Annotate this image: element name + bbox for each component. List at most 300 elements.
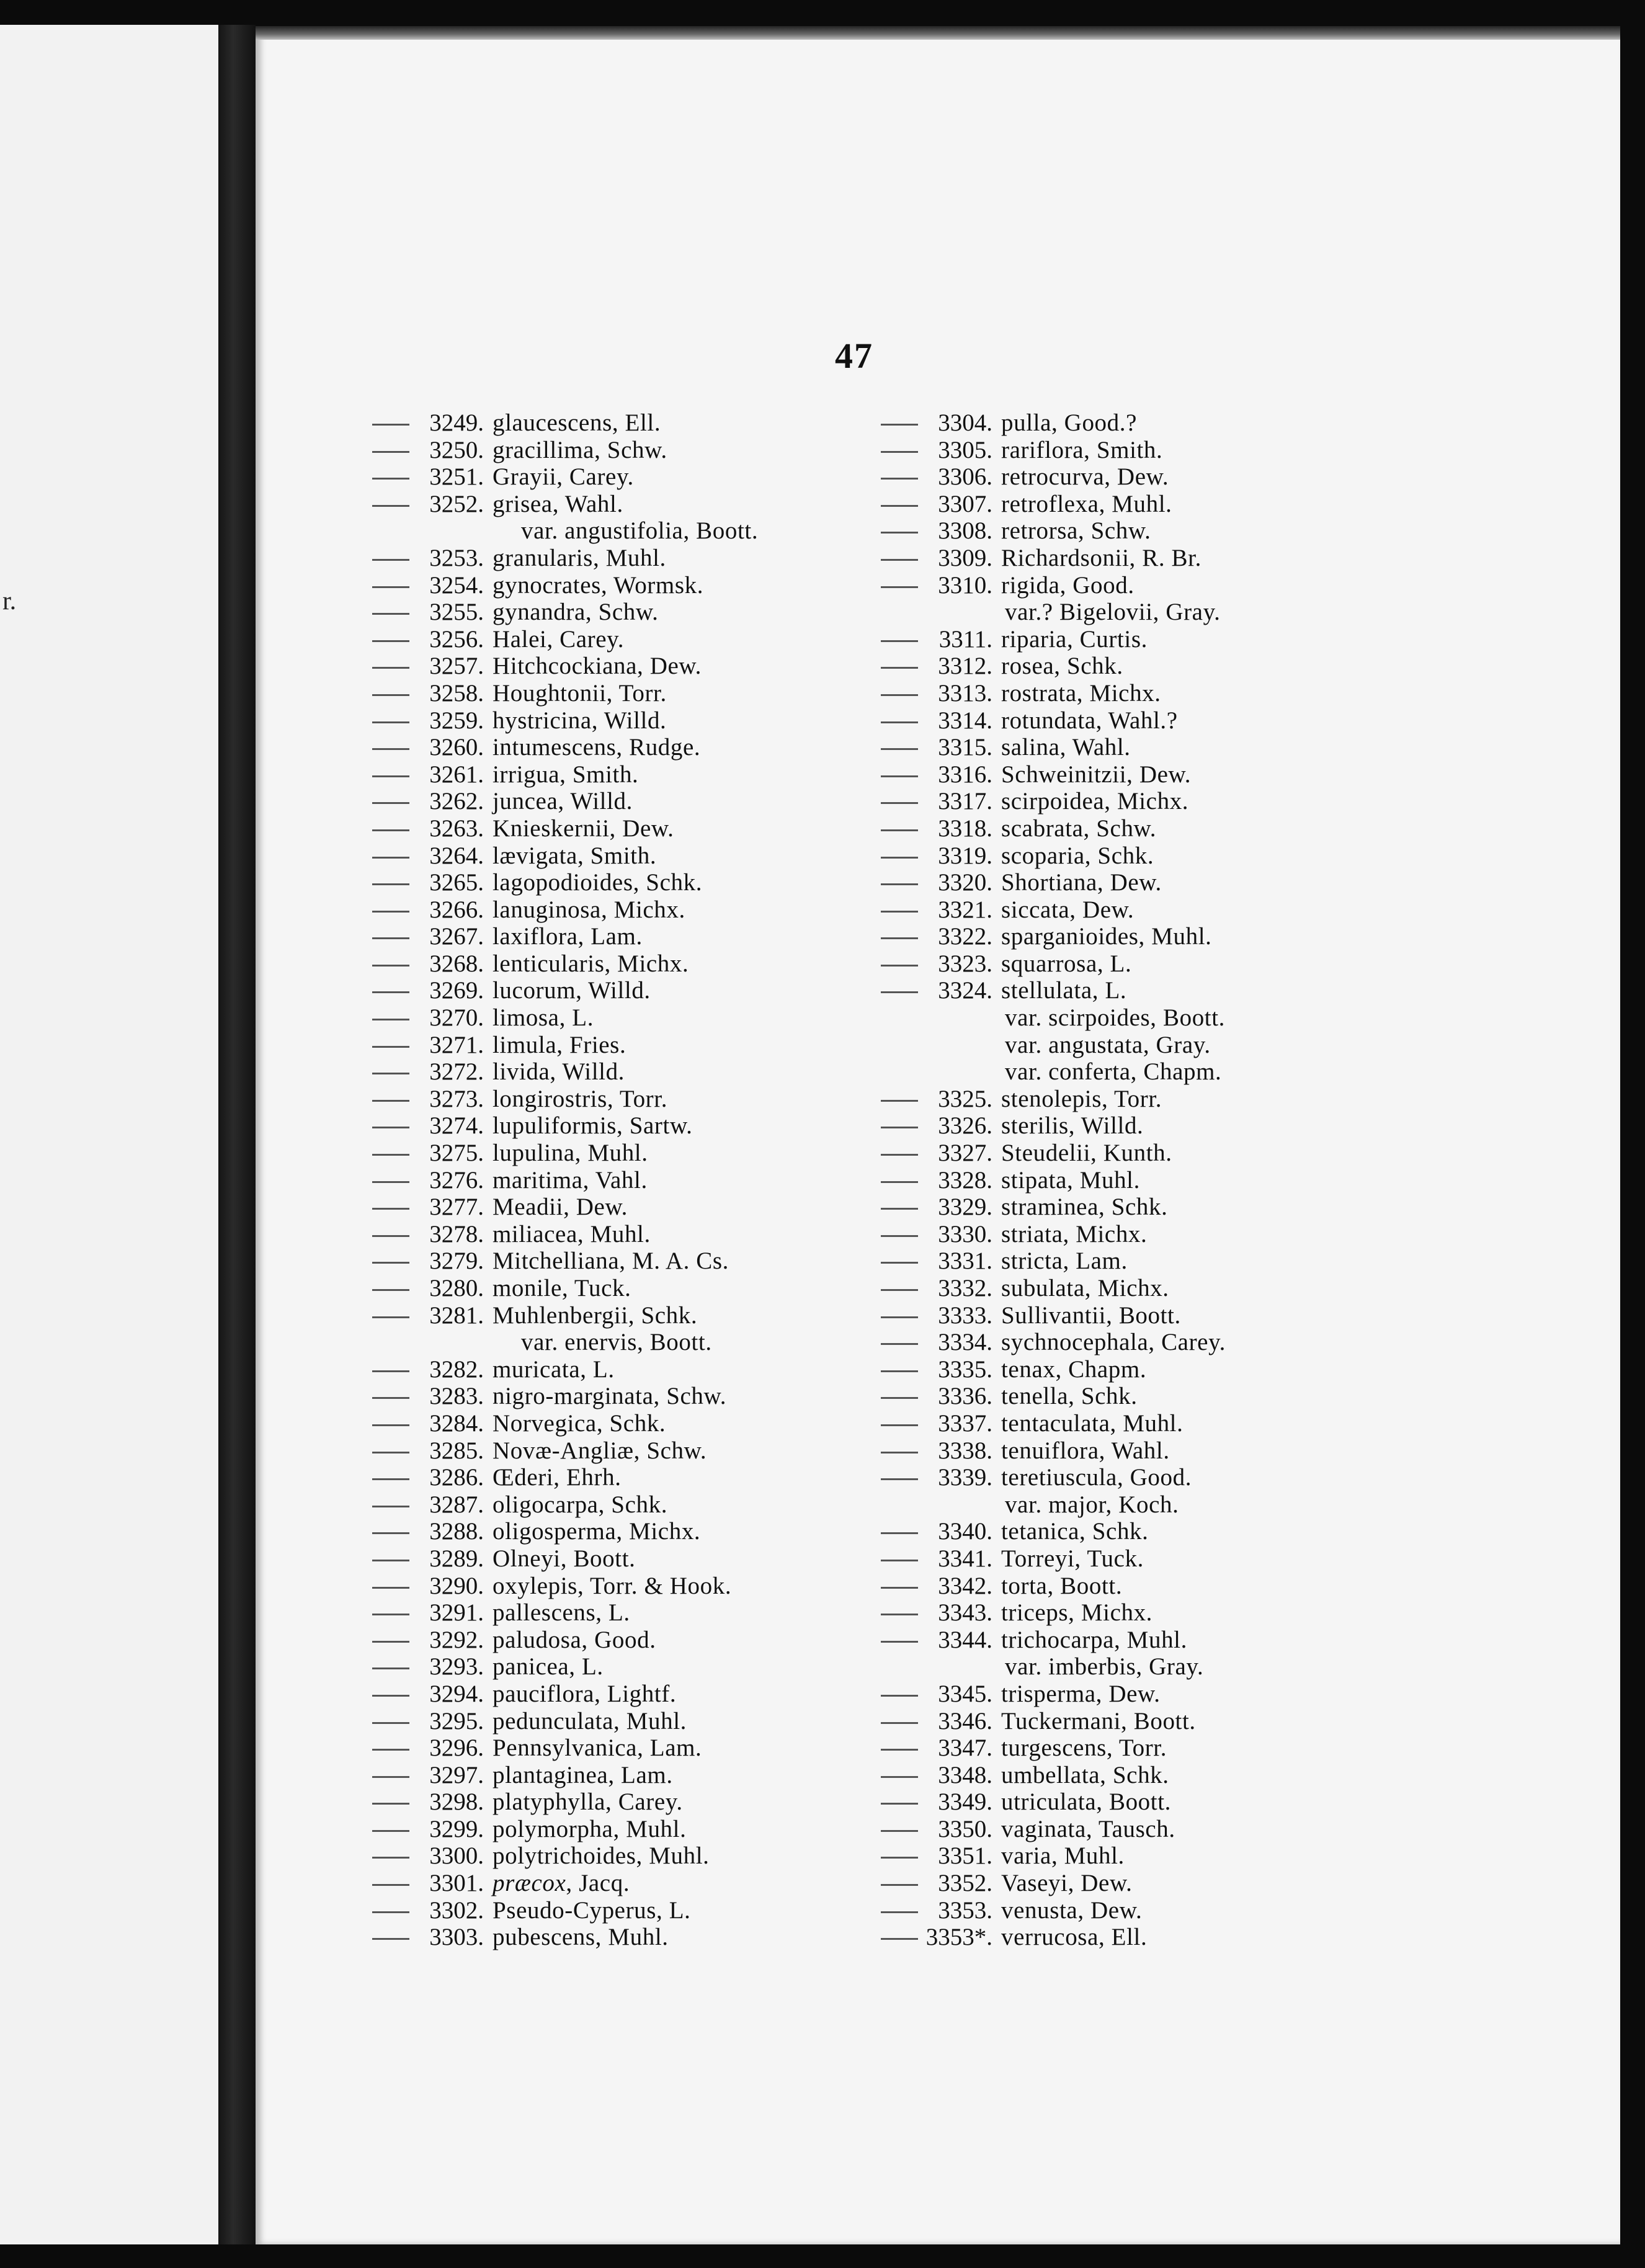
entry-number: 3297. <box>429 1761 484 1788</box>
entry-name: striata, Michx. <box>1001 1220 1148 1248</box>
entry-name: lupuliformis, Sartw. <box>493 1112 693 1140</box>
check-mark-dash <box>881 1100 918 1102</box>
species-entry <box>372 1383 758 1410</box>
check-mark-dash <box>372 451 409 453</box>
entry-number: 3257. <box>429 653 484 680</box>
entry-name: venusta, Dew. <box>1001 1896 1143 1924</box>
species-entry <box>372 572 758 599</box>
entry-name: hystricina, Willd. <box>493 707 667 734</box>
species-entry <box>372 680 758 707</box>
species-entry <box>372 1112 758 1140</box>
entry-number: 3327. <box>938 1140 992 1167</box>
species-entry <box>372 950 758 978</box>
entry-name: verrucosa, Ell. <box>1001 1924 1148 1951</box>
species-entry <box>372 1842 758 1870</box>
entry-number: 3281. <box>429 1301 484 1329</box>
species-entry <box>881 1329 1226 1356</box>
entry-number: 3267. <box>429 923 484 950</box>
entry-number: 3290. <box>429 1572 484 1599</box>
entry-name: turgescens, Torr. <box>1001 1734 1167 1762</box>
check-mark-dash <box>881 1884 918 1886</box>
entry-number: 3326. <box>938 1112 992 1140</box>
check-mark-dash <box>881 1830 918 1832</box>
check-mark-dash <box>372 1587 409 1589</box>
entry-number: 3295. <box>429 1707 484 1734</box>
entry-number: 3277. <box>429 1194 484 1221</box>
entry-name: oligosperma, Michx. <box>493 1518 701 1545</box>
species-entry <box>881 653 1226 680</box>
check-mark-dash <box>372 1749 409 1751</box>
check-mark-dash <box>881 1262 918 1264</box>
entry-name: pauciflora, Lightf. <box>493 1680 677 1707</box>
species-entry <box>372 1464 758 1491</box>
entry-name: tenella, Schk. <box>1001 1383 1138 1410</box>
species-entry <box>372 409 758 437</box>
check-mark-dash <box>881 1695 918 1697</box>
entry-number: 3293. <box>429 1653 484 1681</box>
entry-number: 3318. <box>938 815 992 842</box>
entry-number: 3278. <box>429 1220 484 1248</box>
check-mark-dash <box>372 802 409 804</box>
species-entry <box>881 1140 1226 1167</box>
entry-number: 3353. <box>938 1896 992 1924</box>
entry-name: pedunculata, Muhl. <box>493 1707 687 1734</box>
entry-name: Knieskernii, Dew. <box>493 815 674 842</box>
entry-number: 3309. <box>938 544 992 571</box>
species-entry <box>881 707 1226 734</box>
entry-number: 3328. <box>938 1166 992 1194</box>
entry-name: Grayii, Carey. <box>493 463 634 491</box>
entry-number: 3349. <box>938 1788 992 1816</box>
entry-number: 3273. <box>429 1085 484 1112</box>
entry-name: Sullivantii, Boott. <box>1001 1301 1181 1329</box>
check-mark-dash <box>372 1127 409 1128</box>
check-mark-dash <box>372 424 409 426</box>
check-mark-dash <box>372 1803 409 1805</box>
species-entry <box>881 545 1226 572</box>
species-entry <box>372 842 758 870</box>
species-entry <box>372 1762 758 1789</box>
entry-number: 3283. <box>429 1383 484 1410</box>
check-mark-dash <box>372 1668 409 1669</box>
entry-number: 3261. <box>429 761 484 788</box>
entry-name: subulata, Michx. <box>1001 1275 1169 1301</box>
entry-number: 3288. <box>429 1518 484 1545</box>
entry-number: 3331. <box>938 1248 992 1275</box>
species-entry <box>881 491 1226 518</box>
species-entry <box>372 707 758 734</box>
entry-number: 3350. <box>938 1815 992 1842</box>
entry-number: 3266. <box>429 896 484 923</box>
entry-name: intumescens, Rudge. <box>493 734 701 761</box>
species-entry <box>881 409 1226 437</box>
species-entry <box>372 869 758 896</box>
check-mark-dash <box>372 1235 409 1237</box>
entry-number: 3306. <box>938 463 992 491</box>
species-entry <box>881 1545 1226 1573</box>
entry-name: vaginata, Tausch. <box>1001 1815 1175 1842</box>
check-mark-dash <box>881 1938 918 1940</box>
entry-number: 3325. <box>938 1085 992 1112</box>
check-mark-dash <box>881 911 918 913</box>
check-mark-dash <box>372 1532 409 1534</box>
entry-number: 3338. <box>938 1437 992 1464</box>
check-mark-dash <box>372 857 409 859</box>
entry-name: oxylepis, Torr. & Hook. <box>493 1572 732 1599</box>
species-entry <box>881 1842 1226 1870</box>
species-entry <box>372 1437 758 1465</box>
species-entry <box>881 1573 1226 1600</box>
entry-name: triceps, Michx. <box>1001 1599 1153 1627</box>
check-mark-dash <box>881 1370 918 1372</box>
check-mark-dash <box>881 1560 918 1561</box>
species-entry <box>372 1221 758 1248</box>
check-mark-dash <box>881 1776 918 1778</box>
entry-number: 3296. <box>429 1734 484 1762</box>
species-entry <box>372 1870 758 1897</box>
entry-name: sparganioides, Muhl. <box>1001 923 1212 950</box>
check-mark-dash <box>372 1424 409 1426</box>
entry-number: 3343. <box>938 1599 992 1627</box>
entry-number: 3264. <box>429 842 484 869</box>
species-entry <box>372 1302 758 1329</box>
species-entry <box>372 1897 758 1924</box>
species-entry <box>881 1788 1226 1816</box>
check-mark-dash <box>372 1208 409 1210</box>
check-mark-dash <box>881 424 918 426</box>
species-entry <box>372 491 758 518</box>
entry-number: 3275. <box>429 1140 484 1167</box>
entry-name: gynandra, Schw. <box>493 599 659 626</box>
variety-entry <box>881 1653 1226 1681</box>
check-mark-dash <box>881 1424 918 1426</box>
entry-number: 3334. <box>938 1329 992 1356</box>
species-entry <box>881 842 1226 870</box>
check-mark-dash <box>372 1830 409 1832</box>
entry-name: umbellata, Schk. <box>1001 1761 1169 1788</box>
entry-number: 3265. <box>429 869 484 896</box>
entry-name: var. angustata, Gray. <box>1005 1031 1211 1058</box>
entry-number: 3339. <box>938 1464 992 1491</box>
entry-number: 3329. <box>938 1194 992 1221</box>
species-entry <box>372 653 758 680</box>
entry-number: 3322. <box>938 923 992 950</box>
entry-number: 3340. <box>938 1518 992 1545</box>
entry-name: Olneyi, Boott. <box>493 1545 636 1572</box>
species-entry <box>881 1870 1226 1897</box>
species-entry <box>881 1464 1226 1491</box>
check-mark-dash <box>881 1857 918 1859</box>
entry-number: 3332. <box>938 1275 992 1301</box>
species-entry <box>372 1491 758 1519</box>
check-mark-dash <box>372 911 409 913</box>
entry-name: monile, Tuck. <box>493 1275 631 1301</box>
species-entry <box>372 1573 758 1600</box>
species-entry <box>372 1032 758 1059</box>
entry-number: 3308. <box>938 517 992 545</box>
check-mark-dash <box>372 1911 409 1913</box>
entry-name: tenax, Chapm. <box>1001 1355 1147 1383</box>
check-mark-dash <box>372 1641 409 1643</box>
check-mark-dash <box>881 965 918 967</box>
page-number: 47 <box>835 336 873 376</box>
entry-number: 3310. <box>938 571 992 599</box>
species-entry <box>881 1734 1226 1762</box>
species-entry <box>372 1004 758 1032</box>
species-entry <box>372 1681 758 1708</box>
check-mark-dash <box>372 1100 409 1102</box>
check-mark-dash <box>881 1911 918 1913</box>
entry-name: retrocurva, Dew. <box>1001 463 1169 491</box>
entry-name: scirpoidea, Michx. <box>1001 788 1189 815</box>
entry-number: 3254. <box>429 571 484 599</box>
check-mark-dash <box>372 965 409 967</box>
entry-name: limosa, L. <box>493 1004 594 1032</box>
species-entry <box>881 1221 1226 1248</box>
species-entry <box>372 977 758 1004</box>
species-entry <box>881 734 1226 761</box>
species-entry <box>372 1788 758 1816</box>
entry-name: irrigua, Smith. <box>493 761 639 788</box>
variety-entry <box>372 1329 758 1356</box>
check-mark-dash <box>881 1641 918 1643</box>
entry-number: 3303. <box>429 1924 484 1951</box>
entry-name: præcox <box>493 1870 566 1897</box>
entry-number: 3282. <box>429 1355 484 1383</box>
species-entry <box>372 1248 758 1275</box>
entry-name: trisperma, Dew. <box>1001 1680 1161 1707</box>
check-mark-dash <box>881 1587 918 1589</box>
entry-number: 3252. <box>429 490 484 517</box>
entry-name: miliacea, Muhl. <box>493 1220 651 1248</box>
species-entry <box>881 761 1226 788</box>
entry-name: glaucescens, Ell. <box>493 409 661 436</box>
species-entry <box>881 1518 1226 1545</box>
species-entry <box>881 1112 1226 1140</box>
entry-number: 3286. <box>429 1464 484 1491</box>
entry-number: 3271. <box>429 1031 484 1058</box>
entry-name: tenuiflora, Wahl. <box>1001 1437 1170 1464</box>
check-mark-dash <box>372 1154 409 1156</box>
variety-entry <box>881 599 1226 626</box>
entry-number: 3352. <box>938 1870 992 1897</box>
entry-number: 3251. <box>429 463 484 491</box>
entry-number: 3287. <box>429 1491 484 1518</box>
entry-number: 3321. <box>938 896 992 923</box>
check-mark-dash <box>372 1560 409 1561</box>
entry-name: scabrata, Schw. <box>1001 815 1157 842</box>
check-mark-dash <box>881 1181 918 1183</box>
check-mark-dash <box>372 1938 409 1940</box>
species-entry <box>372 463 758 491</box>
species-entry <box>881 1816 1226 1843</box>
check-mark-dash <box>372 991 409 993</box>
check-mark-dash <box>881 1803 918 1805</box>
entry-name: lenticularis, Michx. <box>493 950 689 977</box>
entry-name: pubescens, Muhl. <box>493 1924 669 1951</box>
check-mark-dash <box>881 829 918 831</box>
entry-number: 3344. <box>938 1626 992 1653</box>
species-entry <box>881 1383 1226 1410</box>
entry-name: rosea, Schk. <box>1001 653 1123 680</box>
check-mark-dash <box>881 1316 918 1318</box>
entry-name: scoparia, Schk. <box>1001 842 1154 869</box>
entry-name: tetanica, Schk. <box>1001 1518 1149 1545</box>
entry-name: lupulina, Muhl. <box>493 1140 648 1167</box>
species-entry <box>881 815 1226 842</box>
entry-name: panicea, L. <box>493 1653 604 1681</box>
entry-name: rariflora, Smith. <box>1001 436 1163 463</box>
entry-name: stipata, Muhl. <box>1001 1166 1140 1194</box>
check-mark-dash <box>372 1181 409 1183</box>
variety-entry <box>881 1032 1226 1059</box>
entry-name: maritima, Vahl. <box>493 1166 648 1194</box>
entry-name: livida, Willd. <box>493 1058 625 1086</box>
check-mark-dash <box>372 1695 409 1697</box>
species-entry <box>372 1708 758 1735</box>
species-entry <box>372 788 758 815</box>
facing-page <box>0 25 218 2244</box>
species-entry <box>881 950 1226 978</box>
check-mark-dash <box>881 640 918 642</box>
check-mark-dash <box>372 883 409 885</box>
entry-name: siccata, Dew. <box>1001 896 1135 923</box>
species-entry <box>881 1167 1226 1194</box>
entry-author: , Jacq. <box>566 1870 630 1897</box>
check-mark-dash <box>372 748 409 750</box>
entry-name: plantaginea, Lam. <box>493 1761 673 1788</box>
entry-number: 3319. <box>938 842 992 869</box>
species-entry <box>372 1653 758 1681</box>
entry-name: pulla, Good.? <box>1001 409 1138 436</box>
check-mark-dash <box>372 1316 409 1318</box>
entry-name: Steudelii, Kunth. <box>1001 1140 1172 1167</box>
species-entry <box>372 1734 758 1762</box>
entry-name: Muhlenbergii, Schk. <box>493 1301 698 1329</box>
entry-name: Tuckermani, Boott. <box>1001 1707 1196 1734</box>
species-entry <box>372 1275 758 1302</box>
entry-number: 3307. <box>938 490 992 517</box>
entry-number: 3260. <box>429 734 484 761</box>
entry-number: 3337. <box>938 1409 992 1437</box>
entry-name: riparia, Curtis. <box>1001 625 1148 653</box>
species-entry <box>881 517 1226 545</box>
check-mark-dash <box>881 1289 918 1291</box>
variety-entry <box>881 1491 1226 1519</box>
entry-name: longirostris, Torr. <box>493 1085 668 1112</box>
entry-number: 3317. <box>938 788 992 815</box>
entry-number: 3268. <box>429 950 484 977</box>
check-mark-dash <box>881 532 918 534</box>
species-entry <box>372 545 758 572</box>
check-mark-dash <box>372 640 409 642</box>
species-entry <box>881 1437 1226 1465</box>
entry-name: juncea, Willd. <box>493 788 633 815</box>
entry-name: platyphylla, Carey. <box>493 1788 683 1816</box>
entry-name: gynocrates, Wormsk. <box>493 571 704 599</box>
species-entry <box>372 896 758 924</box>
species-entry <box>881 1248 1226 1275</box>
entry-number: 3316. <box>938 761 992 788</box>
species-entry <box>372 1518 758 1545</box>
check-mark-dash <box>372 1776 409 1778</box>
species-entry <box>881 1356 1226 1383</box>
entry-number: 3346. <box>938 1707 992 1734</box>
entry-name: stellulata, L. <box>1001 977 1127 1004</box>
book-gutter <box>218 25 256 2244</box>
check-mark-dash <box>881 1749 918 1751</box>
entry-number: 3314. <box>938 707 992 734</box>
entry-name: Norvegica, Schk. <box>493 1409 666 1437</box>
entry-name: paludosa, Good. <box>493 1626 656 1653</box>
species-entry <box>881 572 1226 599</box>
species-entry <box>372 626 758 653</box>
entry-name: granularis, Muhl. <box>493 544 666 571</box>
check-mark-dash <box>881 1154 918 1156</box>
entry-name: laxiflora, Lam. <box>493 923 643 950</box>
check-mark-dash <box>372 1262 409 1264</box>
entry-name: tentaculata, Muhl. <box>1001 1409 1184 1437</box>
species-entry <box>881 1762 1226 1789</box>
entry-number: 3330. <box>938 1220 992 1248</box>
check-mark-dash <box>881 991 918 993</box>
check-mark-dash <box>372 1397 409 1399</box>
entry-number: 3311. <box>938 625 992 653</box>
entry-number: 3284. <box>429 1409 484 1437</box>
entry-number: 3323. <box>938 950 992 977</box>
species-entry <box>372 815 758 842</box>
entry-number: 3274. <box>429 1112 484 1140</box>
check-mark-dash <box>881 586 918 588</box>
species-entry <box>372 734 758 761</box>
entry-name: Novæ-Angliæ, Schw. <box>493 1437 707 1464</box>
entry-number: 3276. <box>429 1166 484 1194</box>
species-entry <box>372 923 758 950</box>
entry-number: 3272. <box>429 1058 484 1086</box>
entry-number: 3253. <box>429 544 484 571</box>
check-mark-dash <box>372 829 409 831</box>
variety-entry <box>372 517 758 545</box>
check-mark-dash <box>881 559 918 561</box>
entry-name: muricata, L. <box>493 1355 615 1383</box>
species-list-right <box>881 409 1226 1951</box>
check-mark-dash <box>372 1884 409 1886</box>
check-mark-dash <box>372 613 409 615</box>
species-entry <box>881 1681 1226 1708</box>
entry-name: limula, Fries. <box>493 1031 626 1058</box>
species-entry <box>881 463 1226 491</box>
species-entry <box>881 1302 1226 1329</box>
check-mark-dash <box>372 721 409 723</box>
species-entry <box>372 1140 758 1167</box>
entry-name: rigida, Good. <box>1001 571 1135 599</box>
entry-name: rotundata, Wahl.? <box>1001 707 1178 734</box>
species-entry <box>881 1708 1226 1735</box>
species-entry <box>372 1816 758 1843</box>
species-entry <box>372 1924 758 1951</box>
entry-name: rostrata, Michx. <box>1001 679 1161 707</box>
entry-name: nigro-marginata, Schw. <box>493 1383 727 1410</box>
entry-number: 3333. <box>938 1301 992 1329</box>
entry-name: Mitchelliana, M. A. Cs. <box>493 1248 729 1275</box>
entry-name: Torreyi, Tuck. <box>1001 1545 1144 1572</box>
check-mark-dash <box>372 1452 409 1453</box>
check-mark-dash <box>372 505 409 507</box>
entry-name: lucorum, Willd. <box>493 977 651 1004</box>
check-mark-dash <box>372 1614 409 1615</box>
page-top-edge <box>256 26 1620 40</box>
entry-name: Halei, Carey. <box>493 625 625 653</box>
